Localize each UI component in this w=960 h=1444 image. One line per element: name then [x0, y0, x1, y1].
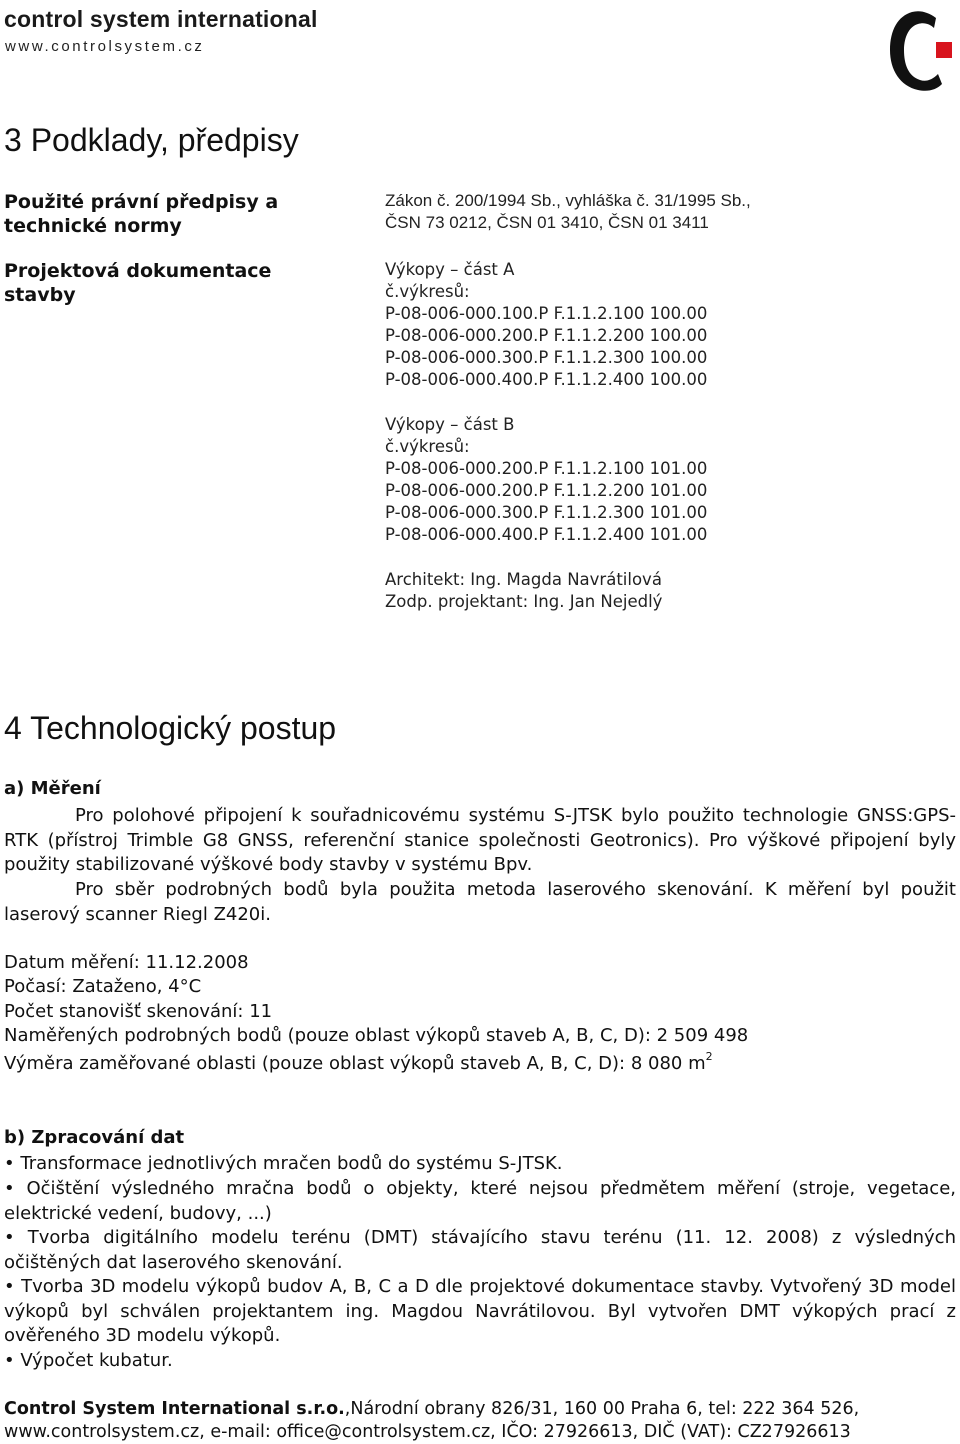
weather: Počasí: Zataženo, 4°C — [4, 976, 202, 997]
company-website: www.controlsystem.cz — [5, 38, 205, 55]
bullet-dot: • — [4, 1227, 28, 1248]
drawing-number: P-08-006-000.200.P F.1.1.2.200 100.00 — [385, 326, 708, 345]
architect: Architekt: Ing. Magda Navrátilová — [385, 570, 662, 589]
company-logo — [884, 4, 956, 96]
bullet-dot: • — [4, 1276, 22, 1297]
measured-points-count: Naměřených podrobných bodů (pouze oblast výkopů staveb A, B, C, D): 2 509 498 — [4, 1025, 749, 1046]
bullet-dot: • — [4, 1350, 21, 1371]
bullet-text: Tvorba 3D modelu výkopů budov A, B, C a D dle projektové dokumentace stavby. Vytvořený 3D model výkopů byl schválen projektantem ing. Magdou Navrátilovou. Byl vytvořen DMT výkopých prací z ověřeného 3D modelu výkopů. — [4, 1276, 957, 1347]
bullet-text: Tvorba digitálního modelu terénu (DMT) stávajícího stavu terénu (11. 12. 2008) z výsledných očištěných dat laserového skenování. — [4, 1227, 956, 1273]
bullet-dot: • — [4, 1178, 27, 1199]
scan-stations-count: Počet stanovišť skenování: 11 — [4, 1001, 273, 1022]
bullet-item — [4, 1177, 956, 1226]
group-title: Výkopy – část A — [385, 260, 515, 279]
page-footer — [4, 1398, 859, 1444]
normy-label: Použité právní předpisy a technické normy — [4, 191, 279, 237]
drawings-group-b — [385, 414, 707, 546]
bullet-item — [4, 1349, 956, 1374]
measurement-paragraph-2 — [4, 878, 956, 927]
paragraph-text: Pro sběr podrobných bodů byla použita metoda laserového skenování. K měření byl použit laserový scanner Riegl Z420i. — [4, 879, 956, 925]
drawing-number: P-08-006-000.400.P F.1.1.2.400 101.00 — [385, 525, 708, 544]
normy-list — [385, 190, 751, 234]
drawings-group-a — [385, 259, 707, 391]
bullet-text: Transformace jednotlivých mračen bodů do systému S-JTSK. — [20, 1153, 563, 1174]
group-subtitle: č.výkresů: — [385, 282, 470, 301]
footer-line-2: www.controlsystem.cz, e-mail: office@controlsystem.cz, IČO: 27926613, DIČ (VAT): CZ27926613 — [4, 1422, 851, 1442]
drawing-number: P-08-006-000.200.P F.1.1.2.100 101.00 — [385, 459, 708, 478]
footer-address: ,Národní obrany 826/31, 160 00 Praha 6, tel: 222 364 526, — [344, 1399, 860, 1419]
measurement-date: Datum měření: 11.12.2008 — [4, 952, 249, 973]
drawing-number: P-08-006-000.200.P F.1.1.2.200 101.00 — [385, 481, 708, 500]
company-name: control system international — [4, 6, 318, 32]
subsection-b-heading: b) Zpracování dat — [4, 1127, 185, 1148]
footer-company: Control System International s.r.o. — [4, 1399, 345, 1419]
responsible-designer: Zodp. projektant: Ing. Jan Nejedlý — [385, 592, 663, 611]
bullet-text: Výpočet kubatur. — [20, 1350, 173, 1371]
drawing-number: P-08-006-000.300.P F.1.1.2.300 100.00 — [385, 348, 708, 367]
section-4-title: 4 Technologický postup — [4, 710, 337, 746]
logo-c-shape — [890, 11, 942, 91]
section-3-title: 3 Podklady, předpisy — [4, 122, 299, 158]
normy-line: ČSN 73 0212, ČSN 01 3410, ČSN 01 3411 — [385, 213, 709, 232]
dokumentace-label: Projektová dokumentace stavby — [4, 260, 272, 306]
bullet-item — [4, 1226, 956, 1275]
authors — [385, 569, 662, 613]
bullet-text: Očištění výsledného mračna bodů o objekty, které nejsou předmětem měření (stroje, vegetace, elektrické vedení, budovy, ...) — [4, 1178, 957, 1224]
footer-line-1 — [4, 1398, 859, 1421]
drawing-number: P-08-006-000.300.P F.1.1.2.300 101.00 — [385, 503, 708, 522]
drawing-number: P-08-006-000.400.P F.1.1.2.400 100.00 — [385, 370, 708, 389]
measurement-paragraph-1 — [4, 804, 956, 878]
group-title: Výkopy – část B — [385, 415, 515, 434]
logo-red-square — [936, 42, 952, 58]
area-exponent: 2 — [705, 1050, 713, 1063]
subsection-a-heading: a) Měření — [4, 778, 101, 799]
bullet-dot: • — [4, 1153, 21, 1174]
bullet-item — [4, 1275, 956, 1349]
bullet-item — [4, 1152, 956, 1177]
drawing-number: P-08-006-000.100.P F.1.1.2.100 100.00 — [385, 304, 708, 323]
normy-line: Zákon č. 200/1994 Sb., vyhláška č. 31/1995 Sb., — [385, 191, 751, 210]
group-subtitle: č.výkresů: — [385, 437, 470, 456]
area-text: Výměra zaměřované oblasti (pouze oblast výkopů staveb A, B, C, D): 8 080 m — [4, 1053, 706, 1074]
paragraph-text: Pro polohové připojení k souřadnicovému systému S-JTSK bylo použito technologie GNSS:GPS-RTK (přístroj Trimble G8 GNSS, referenční stanice společnosti Geotronics). Pro výškové připojení byly použity stabilizované výškové body stavby v systému Bpv. — [4, 805, 956, 876]
surveyed-area — [4, 1050, 713, 1074]
